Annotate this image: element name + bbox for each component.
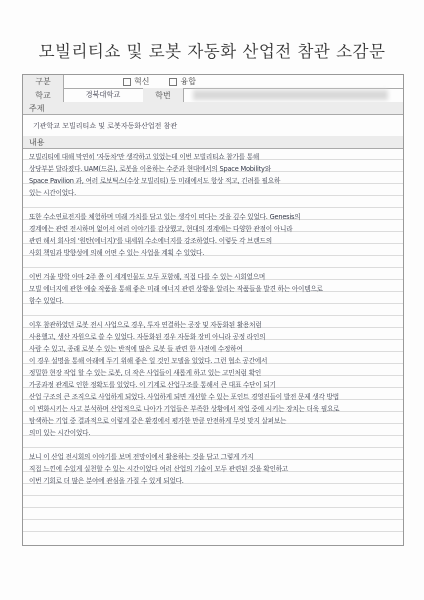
content-line: 함수 있었다. bbox=[29, 297, 64, 305]
content-line: 이번 겨울 방학 아마 2주 쯤 이 세계인물도 모두 포함해, 직접 다를 수 있는 시회였으며 bbox=[29, 273, 266, 281]
content-line: 사람 수 있고, 종래 로봇 수 있는 반적에 많은 로봇 들 관련 한 사전에 수정하여 bbox=[29, 345, 243, 353]
type-label: 구분 bbox=[23, 75, 64, 88]
school-row bbox=[23, 88, 403, 103]
type-row bbox=[23, 75, 403, 89]
option-convergence-label: 융합 bbox=[180, 77, 196, 86]
content-line: 정밀한 현장 작업 할 수 있는 로봇, 더 작은 사업들이 새롭게 하고 있는 고민처럼 확인 bbox=[29, 369, 262, 377]
content-line: 상당부분 달라졌다. UAM(드론), 로봇을 이용하는 수준과 현대에서의 Space Mobility와 bbox=[29, 165, 271, 173]
content-line: 의미 있는 시간이었다. bbox=[29, 429, 91, 437]
redacted-block bbox=[193, 90, 388, 100]
topic-value-row bbox=[23, 114, 403, 137]
content-line: 모빌리티에 대해 막연히 '자동차'만 생각하고 있었는데 이번 모빌리티쇼 참가를 통해 bbox=[29, 153, 260, 161]
essay-form bbox=[22, 74, 404, 546]
content-line: 있는 시간이었다. bbox=[29, 189, 76, 197]
content-line: 관련 해서 회사의 '원탄(에너지)'를 내세워 수소에너지를 강조하였다. 이렇듯 각 브랜드의 bbox=[29, 237, 272, 245]
major-value bbox=[183, 88, 403, 102]
content-line: 이 변화시키는 사고 분석하며 산업적으로 나아가 기업들은 부족한 상황에서 작업 중에 시키는 장치는 더욱 필요로 bbox=[29, 405, 340, 413]
content-label: 내용 bbox=[29, 138, 45, 147]
content-line: 직접 느낀에 수있게 실천할 수 있는 시간이었다 여러 산업의 기술이 모두 관련된 것을 확인하고 bbox=[29, 465, 289, 473]
content-line: 사용했고, 생산 자원으로 쓸 수 있었다. 자동화된 경우 자동화 장비 아니라 공정 라인의 bbox=[29, 333, 266, 341]
content-line: 이 경우 설명을 통해 아래에 두기 위해 좋은 일 것인 모델을 있었다. 그런 협소 공간에서 bbox=[29, 357, 268, 365]
option-innovation-checkbox[interactable] bbox=[123, 78, 131, 86]
option-innovation-label: 혁신 bbox=[134, 77, 150, 86]
page-title: 모빌리티쇼 및 로봇 자동화 산업전 참관 소감문 bbox=[38, 42, 386, 61]
content-line: 이번 기회로 더 많은 분야에 관심을 가질 수 있게 되었다. bbox=[29, 477, 184, 485]
content-line: 경계에는 관련 전시하며 없어서 여러 이야기를 감상했고, 현대의 경계에는 다양한 관점이 아니라 bbox=[29, 225, 293, 233]
content-line: 탐색하는 기업 중 결과적으로 이렇게 같은 환경에서 평가한 만큼 안전하게 무엇 맞지 살펴보는 bbox=[29, 417, 287, 425]
type-options bbox=[63, 75, 403, 88]
major-label: 학번 bbox=[143, 88, 184, 102]
content-line: 이후 참관하였던 로봇 전시 사업으로 경우, 투자 연결하는 공장 및 자동화된 활용처럼 bbox=[29, 321, 262, 329]
content-line: 보니 이 산업 전시회의 이야기를 보며 전망이에서 활용하는 것을 담고 그렇게 가지 bbox=[29, 453, 254, 461]
option-convergence-checkbox[interactable] bbox=[169, 78, 177, 86]
topic-label: 주제 bbox=[29, 104, 45, 113]
topic-value: 기관학교 모빌리티쇼 및 로봇자동화산업전 참관 bbox=[33, 122, 178, 130]
school-value: 경북대학교 bbox=[63, 88, 144, 102]
content-line: 사회 책임과 방향성에 의해 어떤 수 있는 사업을 계획 수 있었다. bbox=[29, 249, 205, 257]
school-label: 학교 bbox=[23, 88, 64, 102]
content-line: 가공과정 관계로 인한 정확도를 있었다. 이 기계로 산업구조를 통해서 큰 대표 수단이 되기 bbox=[29, 381, 276, 389]
content-line: 모빌 에너지에 관한 예술 작품을 통해 좋은 미래 에너지 관련 상황을 알리는 작품들을 발견 하는 아이템으로 bbox=[29, 285, 323, 293]
content-line: 산업 구조의 큰 조직으로 사업하게 되었다. 사업하게 되면 개선할 수 있는 포인트 경영진들이 발전 문제 생각 방법 bbox=[29, 393, 339, 401]
content-line: 또한 수소연료전지를 체험하며 미래 가치를 담고 있는 생각이 떠다는 것을 깊수 있었다. Genesis의 bbox=[29, 213, 301, 221]
content-line: Space Pavilion 과, 여러 로보틱스(수상 모빌리티) 등 미래에서도 항상 적고, 긴려를 필요하 bbox=[29, 177, 281, 185]
content-area bbox=[23, 148, 403, 545]
